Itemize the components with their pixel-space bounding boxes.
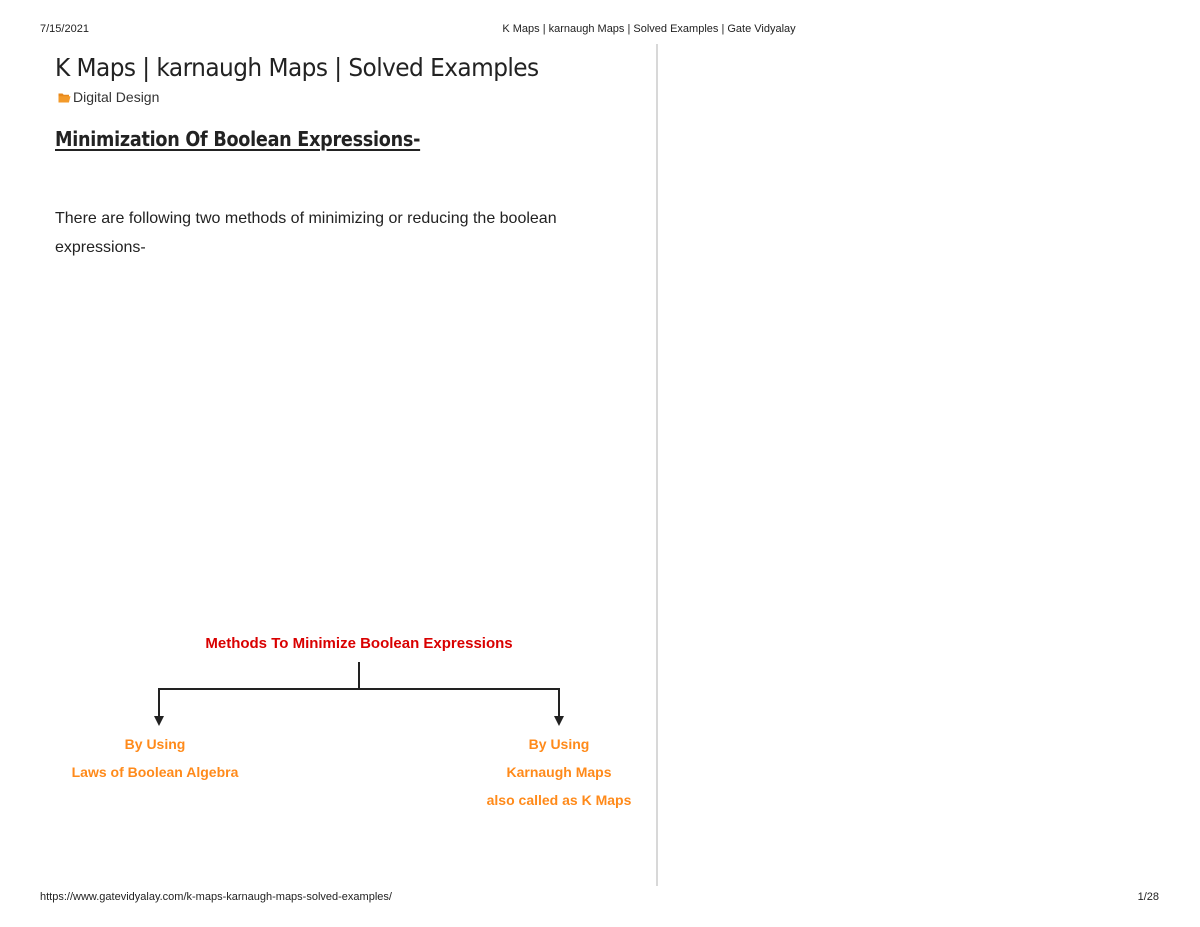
print-page-title: K Maps | karnaugh Maps | Solved Examples | Gate Vidyalay [502,23,796,35]
method-boolean-algebra [30,730,280,786]
diagram-title: Methods To Minimize Boolean Expressions [205,635,513,652]
arrow-right-icon [554,716,564,726]
method-left-line1: By Using [124,736,186,752]
method-right-line3: also called as K Maps [486,792,632,808]
print-page-number: 1/28 [1137,891,1159,903]
arrow-left-icon [154,716,164,726]
methods-diagram [0,620,660,820]
connector-bar [158,688,560,690]
method-right-line1: By Using [528,736,590,752]
category-link[interactable]: Digital Design [73,89,160,105]
connector-right-drop [558,688,560,716]
section-heading: Minimization Of Boolean Expressions- [55,127,421,151]
connector-left-drop [158,688,160,716]
folder-icon [58,92,71,103]
method-left-line2: Laws of Boolean Algebra [71,764,239,780]
post-title: K Maps | karnaugh Maps | Solved Examples [55,53,539,82]
connector-stem [358,662,360,689]
print-date: 7/15/2021 [40,23,89,35]
method-karnaugh-maps [434,730,684,814]
intro-paragraph: There are following two methods of minimizing or reducing the boolean expressions- [55,210,557,256]
method-right-line2: Karnaugh Maps [506,764,612,780]
print-url: https://www.gatevidyalay.com/k-maps-karnaugh-maps-solved-examples/ [40,891,392,903]
post-category[interactable] [58,89,159,105]
